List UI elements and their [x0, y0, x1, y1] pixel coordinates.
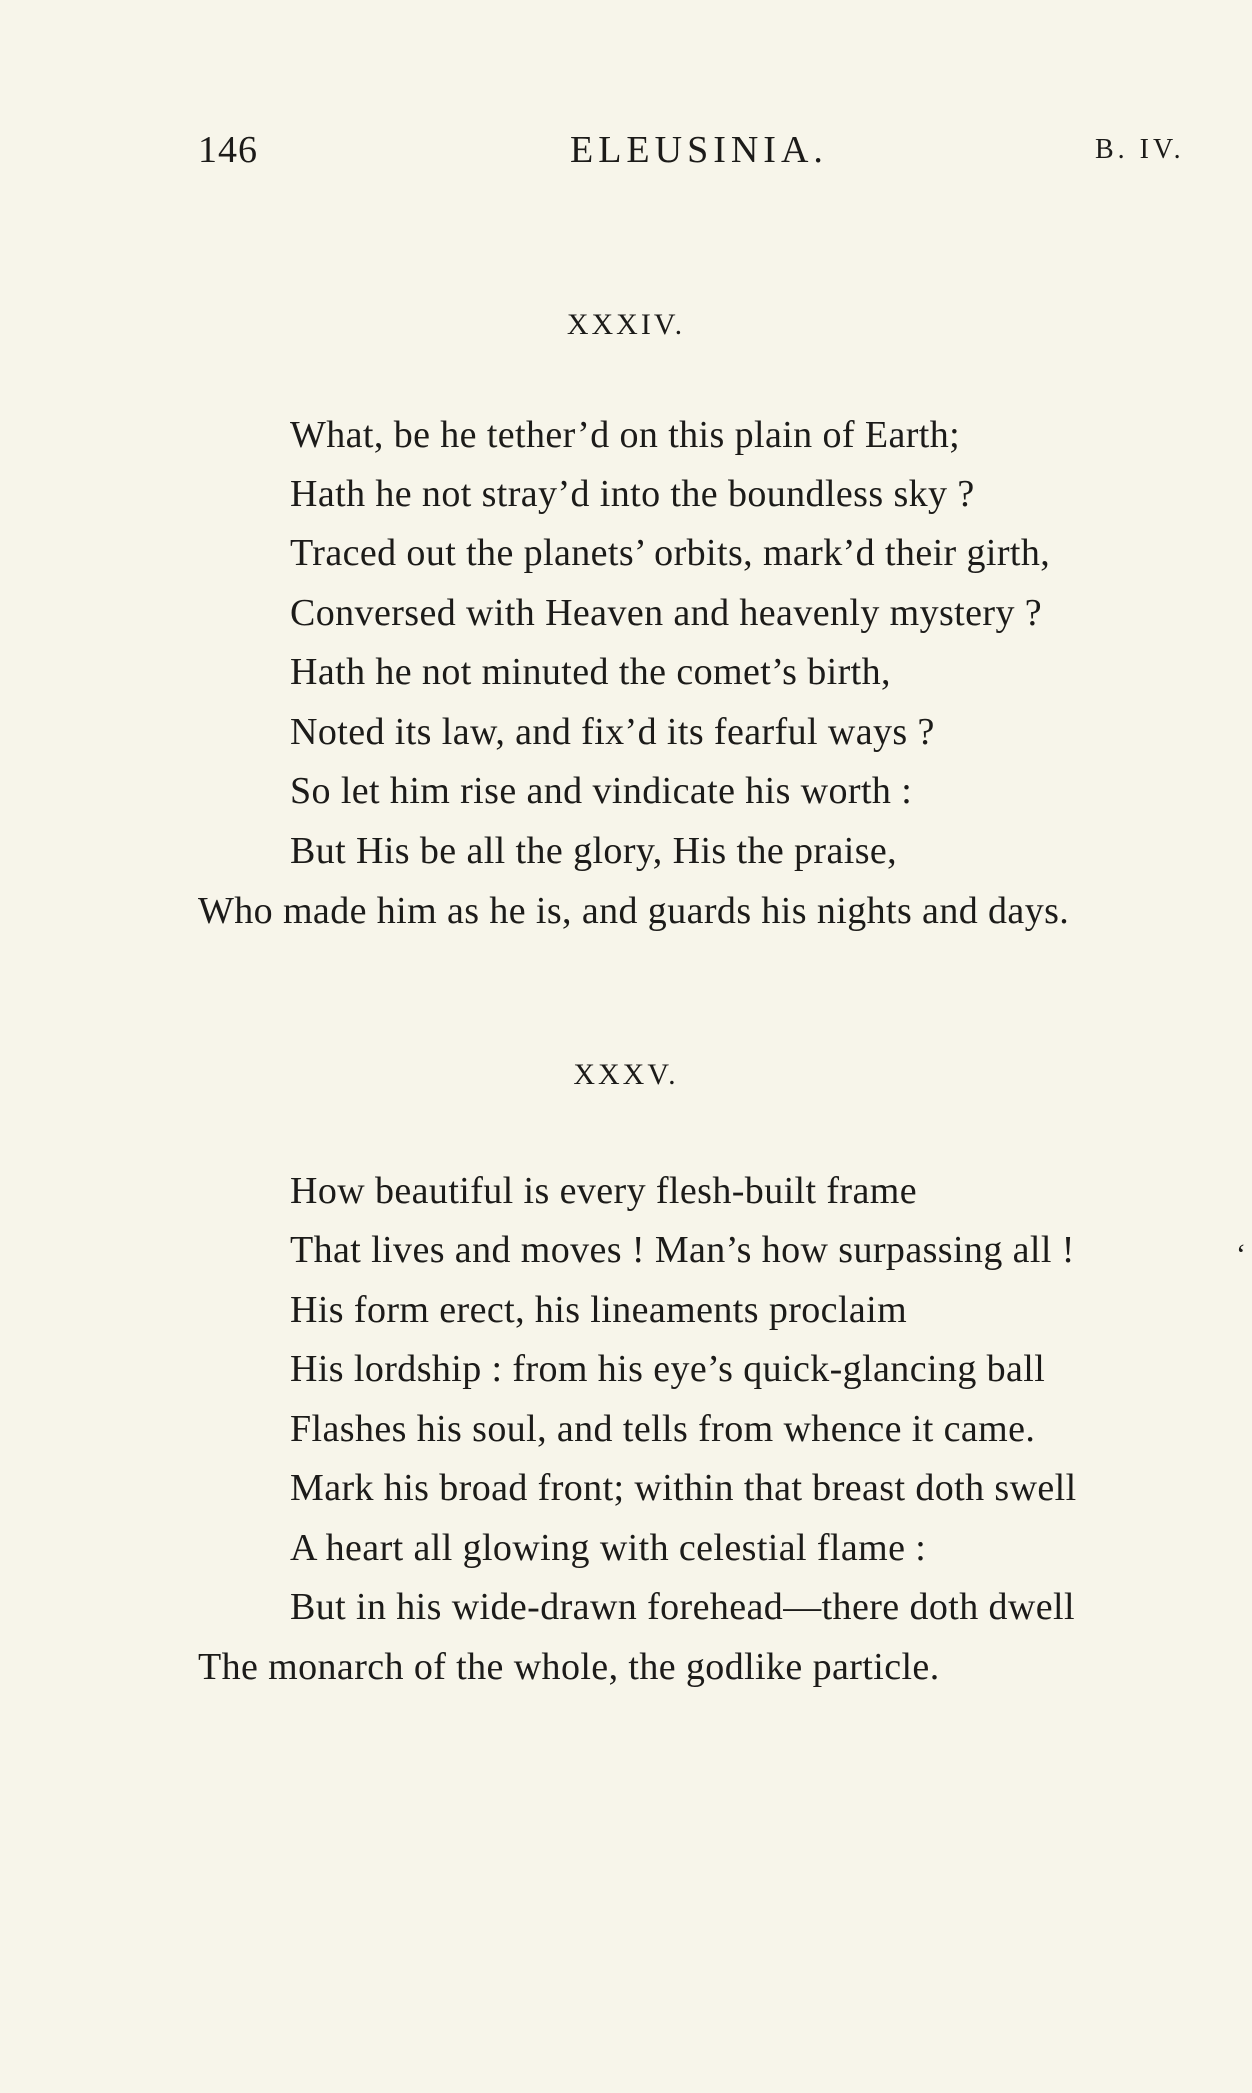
- verse-line: Flashes his soul, and tells from whence it came.: [290, 1408, 1036, 1450]
- verse-line: That lives and moves ! Man’s how surpassing all !: [290, 1229, 1075, 1271]
- verse-line: His lordship : from his eye’s quick-glancing ball: [290, 1348, 1046, 1390]
- stanza-number: XXXIV.: [566, 308, 686, 341]
- book-reference: B. IV.: [1095, 134, 1185, 165]
- running-title: ELEUSINIA.: [570, 129, 828, 171]
- verse-line: What, be he tether’d on this plain of Earth;: [290, 414, 961, 456]
- stray-print-mark: ʻ: [1236, 1238, 1246, 1271]
- verse-line: Who made him as he is, and guards his nights and days.: [198, 890, 1070, 932]
- verse-line: But His be all the glory, His the praise,: [290, 830, 898, 872]
- page-number: 146: [198, 129, 258, 171]
- verse-line: His form erect, his lineaments proclaim: [290, 1289, 908, 1331]
- page-header: [0, 128, 1252, 188]
- verse-line: Traced out the planets’ orbits, mark’d their girth,: [290, 532, 1051, 574]
- verse-line: Hath he not minuted the comet’s birth,: [290, 651, 891, 693]
- verse-line: A heart all glowing with celestial flame :: [290, 1527, 927, 1569]
- stanza-number: XXXV.: [573, 1058, 679, 1091]
- verse-line: But in his wide-drawn forehead—there doth dwell: [290, 1586, 1075, 1628]
- verse-line: Mark his broad front; within that breast doth swell: [290, 1467, 1077, 1509]
- verse-line: So let him rise and vindicate his worth :: [290, 770, 913, 812]
- verse-line: Noted its law, and fix’d its fearful ways ?: [290, 711, 935, 753]
- verse-line: The monarch of the whole, the godlike particle.: [198, 1646, 940, 1688]
- verse-line: How beautiful is every flesh-built frame: [290, 1170, 917, 1212]
- verse-line: Conversed with Heaven and heavenly mystery ?: [290, 592, 1043, 634]
- verse-line: Hath he not stray’d into the boundless sky ?: [290, 473, 975, 515]
